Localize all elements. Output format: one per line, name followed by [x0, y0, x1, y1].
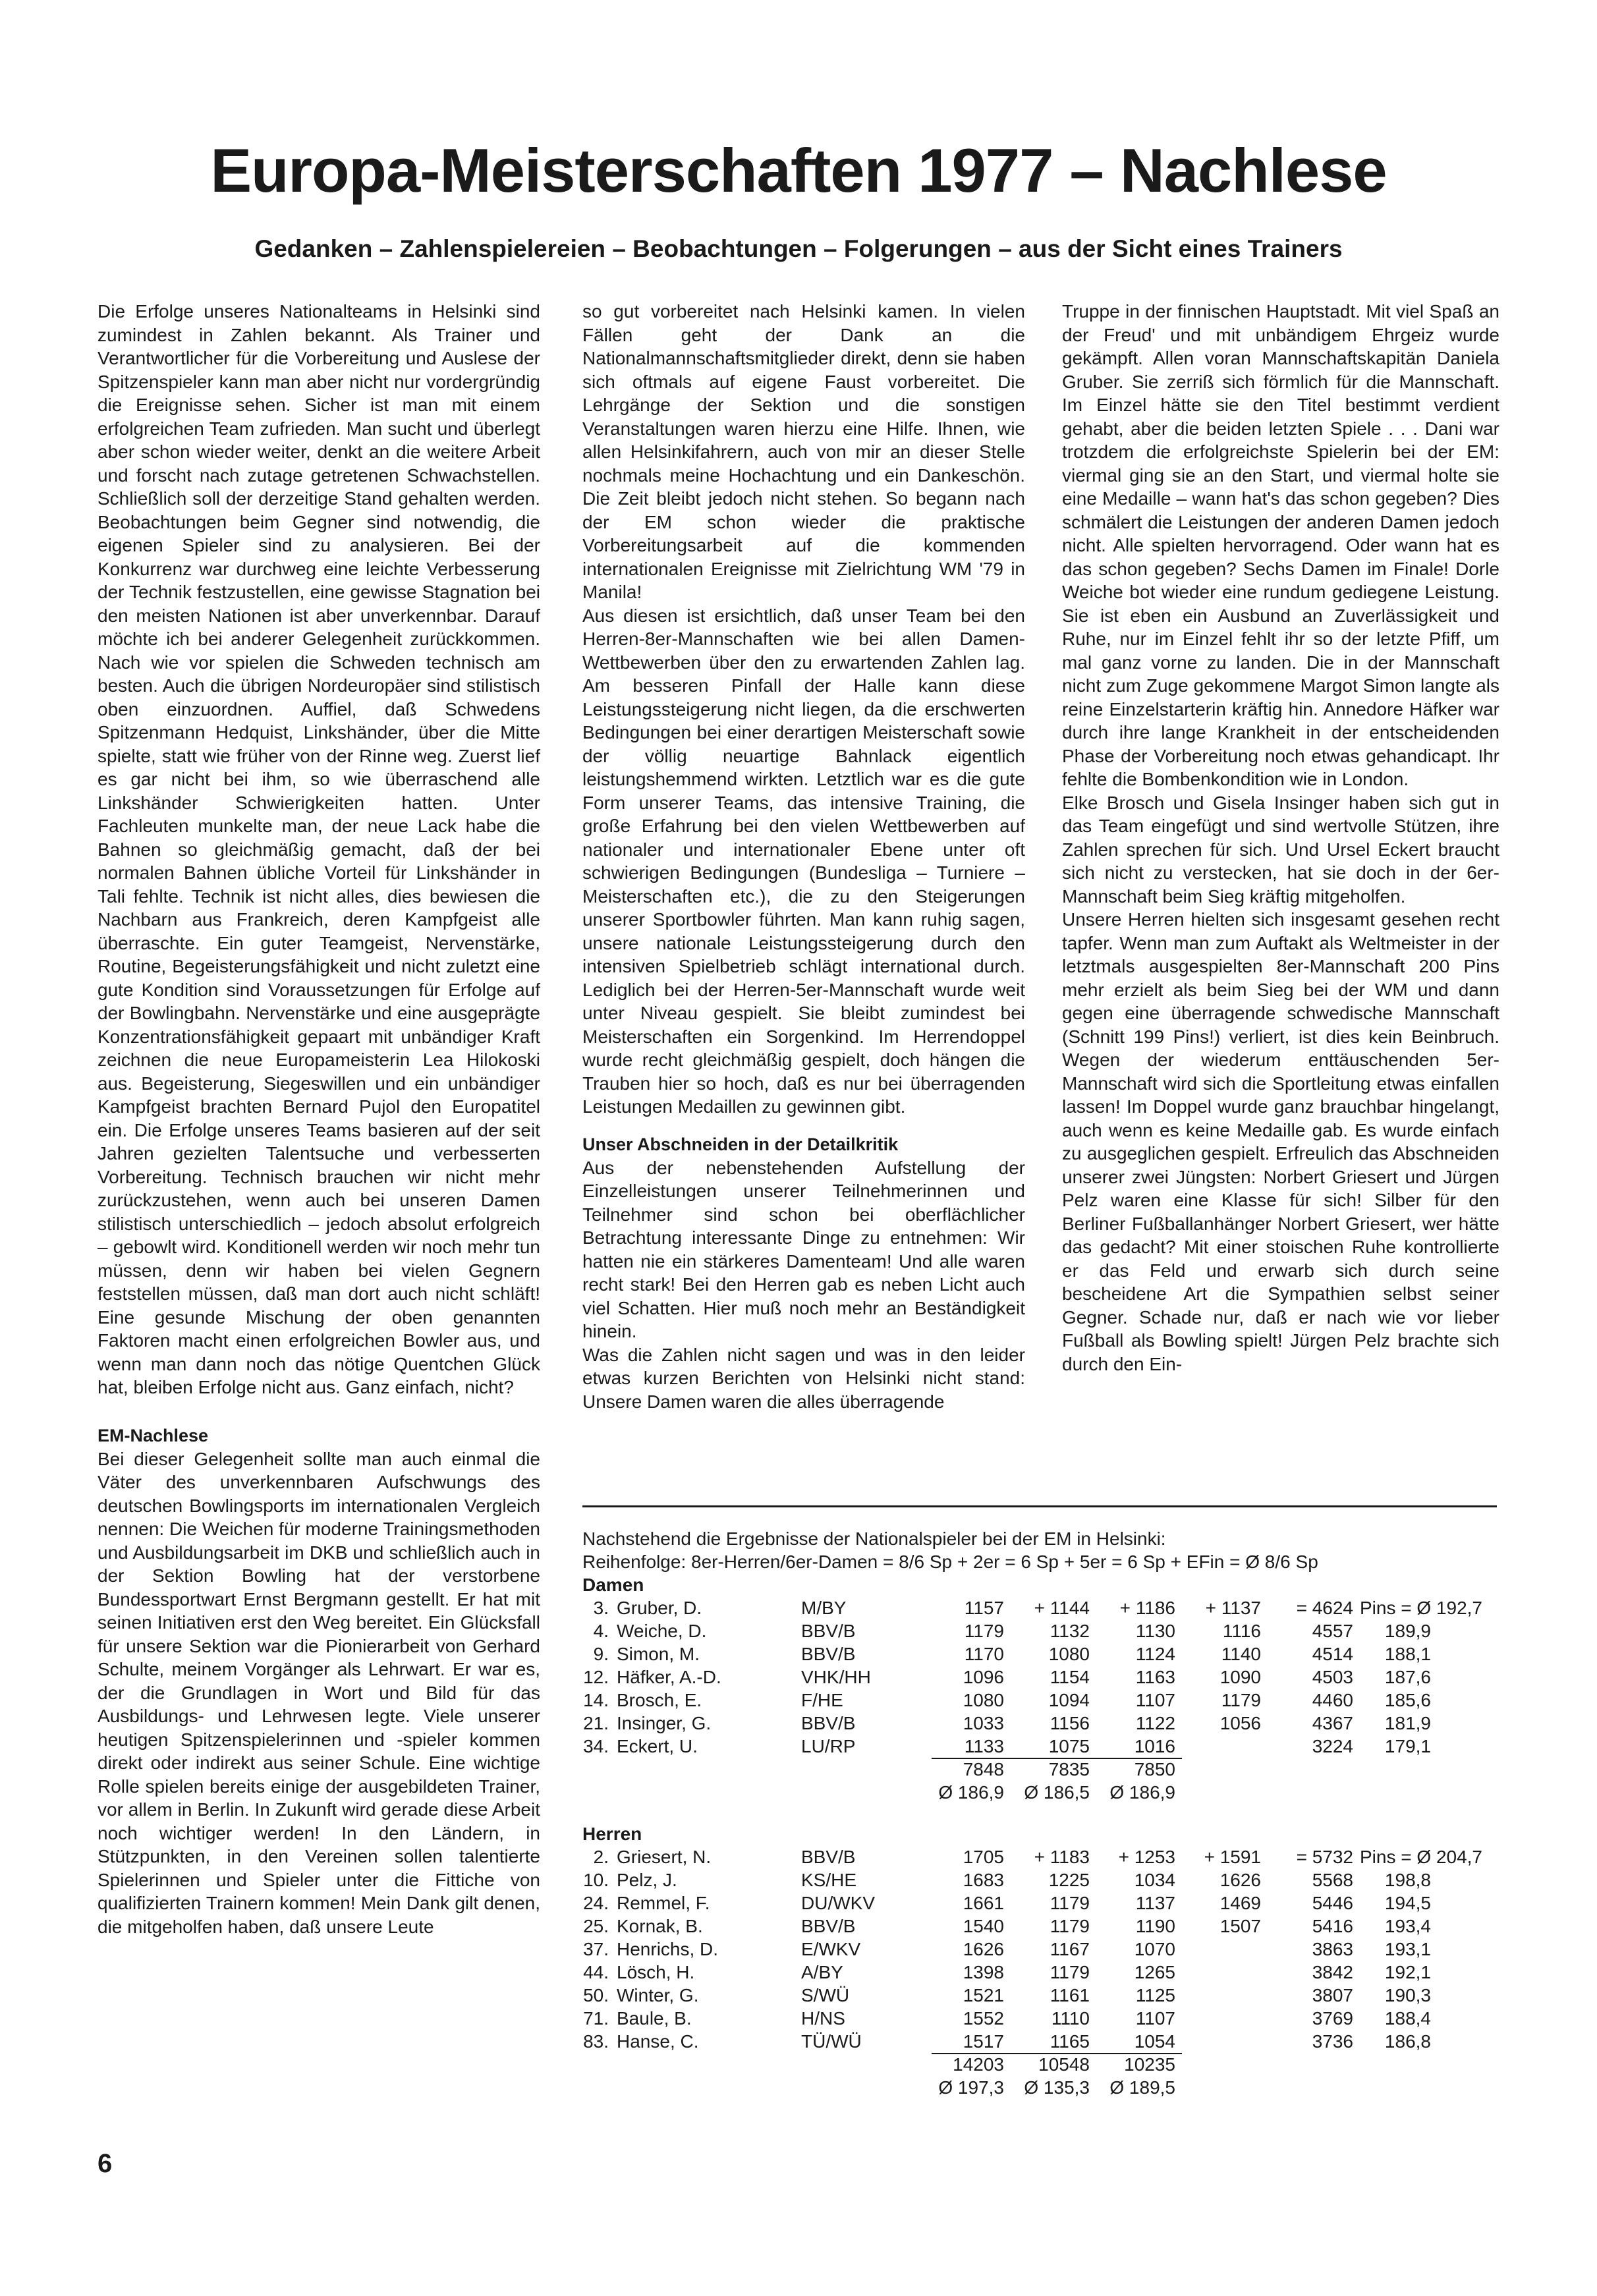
- cell-s2: 1080: [1048, 1644, 1090, 1664]
- cell-s1: 1096: [963, 1667, 1004, 1687]
- table-row: [582, 1984, 1505, 2007]
- cell-name: Winter, G.: [617, 1985, 699, 2005]
- cell-club: BBV/B: [801, 1713, 856, 1733]
- cell-rank: 83.: [583, 2031, 609, 2052]
- cell-total: 4460: [1312, 1690, 1353, 1710]
- cell-s1: 1521: [963, 1985, 1004, 2005]
- cell-s2: 1179: [1050, 1893, 1090, 1913]
- cell-total: 4514: [1312, 1644, 1353, 1664]
- paragraph: Elke Brosch und Gisela Insinger haben sich gut in das Team eingefügt und sind wertvolle Stützen, ihre Zahlen sprechen für sich. Und Ursel Eckert braucht sich nicht zu verstecken, hat sie doch in der 6er-Mannschaft beim Sieg kräftig mitgeholfen.: [1062, 792, 1499, 907]
- cell-total: 4367: [1312, 1713, 1353, 1733]
- cell-s2: + 1183: [1034, 1847, 1090, 1867]
- cell-name: Hanse, C.: [617, 2031, 699, 2052]
- cell-avg: 187,6: [1384, 1667, 1431, 1687]
- cell-club: S/WÜ: [801, 1985, 850, 2005]
- avg-value: Ø 186,9: [1109, 1782, 1175, 1803]
- article-column-3: [1062, 300, 1499, 1376]
- article-subtitle: Gedanken – Zahlenspielereien – Beobachtungen – Folgerungen – aus der Sicht eines Trainers: [254, 235, 1343, 262]
- cell-rank: 3.: [593, 1598, 609, 1618]
- damen-sum-row: [582, 1758, 1505, 1781]
- cell-s3: 1122: [1135, 1713, 1175, 1733]
- herren-avg-row: [582, 2076, 1505, 2099]
- sum-value: 7850: [1134, 1759, 1175, 1779]
- cell-total: 3863: [1312, 1939, 1353, 1959]
- cell-s2: 1161: [1050, 1985, 1090, 2005]
- cell-rank: 12.: [583, 1667, 609, 1687]
- cell-name: Gruber, D.: [617, 1598, 702, 1618]
- cell-name: Pelz, J.: [617, 1870, 677, 1890]
- cell-s3: 1070: [1134, 1939, 1175, 1959]
- cell-club: F/HE: [801, 1690, 843, 1710]
- cell-rank: 10.: [583, 1870, 609, 1890]
- damen-avg-row: [582, 1781, 1505, 1804]
- cell-s1: 1661: [963, 1893, 1004, 1913]
- paragraph: Was die Zahlen nicht sagen und was in den leider etwas kurzen Berichten von Helsinki nicht stand: Unsere Damen waren die alles überragende: [582, 1344, 1025, 1412]
- cell-s4: 1090: [1219, 1667, 1261, 1687]
- section-divider: [582, 1505, 1497, 1507]
- cell-rank: 25.: [583, 1916, 609, 1936]
- cell-total: 5446: [1312, 1893, 1353, 1913]
- cell-s2: 1165: [1050, 2031, 1090, 2052]
- paragraph: Bei dieser Gelegenheit sollte man auch einmal die Väter des unverkennbaren Aufschwungs des deutschen Bowlingsports im internationalen Vergleich nennen: Die Weichen für moderne Trainingsmethoden und Ausbildungsarbeit im DKB und schließlich auch in der Sektion Bowling hat der verstorbene Bundessportwart Ernst Bergmann gestellt. Er hat mit seinen Initiativen erst den Weg bereitet. Ein Glücksfall für unsere Sektion war die Pionierarbeit von Gerhard Schulte, meinem Vorgänger als Lehrwart. Er war es, der die Grundlagen in Wort und Bild für das Ausbildungs- und Lehrwesen legte. Viele unserer heutigen Spitzenspielerinnen und -spieler kommen direkt oder indirekt aus seiner Schule. Eine wichtige Rolle spielen bereits einige der ausgebildeten Trainer, vor allem in Berlin. In Zukunft wird gerade diese Arbeit noch wichtiger werden! In den Ländern, in Stützpunkten, in den Vereinen sollen talentierte Spielerinnen und Spieler unter die Fittiche von qualifizierten Trainern kommen! Mein Dank gilt denen, die mitgeholfen haben, daß unsere Leute: [98, 1448, 540, 1937]
- cell-avg: 193,1: [1384, 1939, 1431, 1959]
- cell-avg: 192,1: [1384, 1962, 1431, 1982]
- cell-s2: 1167: [1050, 1939, 1090, 1959]
- cell-s3: 1034: [1134, 1870, 1175, 1890]
- cell-s2: 1132: [1050, 1621, 1090, 1641]
- sum-value: 10235: [1124, 2054, 1175, 2075]
- cell-s1: 1517: [963, 2031, 1004, 2052]
- table-row: [582, 2007, 1505, 2030]
- results-intro: Nachstehend die Ergebnisse der Nationalspieler bei der EM in Helsinki:: [582, 1528, 1166, 1549]
- avg-value: Ø 189,5: [1109, 2077, 1175, 2098]
- cell-s3: + 1186: [1119, 1598, 1175, 1618]
- cell-total: 3224: [1312, 1736, 1353, 1756]
- herren-heading: Herren: [582, 1824, 642, 1844]
- cell-s2: 1179: [1050, 1962, 1090, 1982]
- cell-s4: 1626: [1219, 1870, 1261, 1890]
- cell-avg: 189,9: [1384, 1621, 1431, 1641]
- damen-heading: Damen: [582, 1575, 644, 1595]
- cell-avg: 194,5: [1384, 1893, 1431, 1913]
- cell-total: 4557: [1312, 1621, 1353, 1641]
- cell-total: = 5732: [1296, 1847, 1353, 1867]
- cell-avg: Pins = Ø 204,7: [1360, 1847, 1483, 1867]
- paragraph: Die Erfolge unseres Nationalteams in Helsinki sind zumindest in Zahlen bekannt. Als Trainer und Verantwortlicher für die Vorbereitung und Auslese der Spitzenspieler kann man aber nicht nur vordergründig die Ereignisse sehen. Sicher ist man mit einem erfolgreichen Team zufrieden. Man sucht und überlegt aber schon wieder weiter, denkt an die weitere Arbeit und forscht nach zutage getretenen Schwachstellen. Schließlich soll der derzeitige Stand gehalten werden. Beobachtungen beim Gegner sind notwendig, die eigenen Spieler sind zu analysieren. Bei der Konkurrenz war durchweg eine leichte Verbesserung der Technik festzustellen, eine gewisse Stagnation bei den meisten Nationen ist aber unverkennbar. Darauf möchte ich bei anderer Gelegenheit zurückkommen. Nach wie vor spielen die Schweden technisch am besten. Auch die übrigen Nordeuropäer sind stilistisch oben einzuordnen. Auffiel, daß Schwedens Spitzenmann Hedquist, Linkshänder, über die Mitte spielte, statt wie früher von der Rinne weg. Zuerst lief es gar nicht bei ihm, so wie überraschend alle Linkshänder Schwierigkeiten hatten. Unter Fachleuten munkelte man, der neue Lack habe die Bahnen so gleichmäßig gemacht, daß der bei normalen Bahnen übliche Vorteil für Linkshänder in Tali fehlte. Technik ist nicht alles, dies bewiesen die Nachbarn aus Frankreich, deren Kampfgeist alle überraschte. Ein guter Teamgeist, Nervenstärke, Routine, Begeisterungsfähigkeit und nicht zuletzt eine gute Kondition sind Voraussetzungen für Erfolge auf der Bowlingbahn. Nervenstärke und eine ausgeprägte Konzentrationsfähigkeit gepaart mit unbändiger Kraft zeichnen die neue Europameisterin Lea Hilokoski aus. Begeisterung, Siegeswillen und ein unbändiger Kampfgeist brachten Bernard Pujol den Europatitel ein. Die Erfolge unseres Teams basieren auf der seit Jahren gezielten Talentsuche und verbesserten Vorbereitung. Technisch brauchen wir nicht mehr zurückzustehen, wenn auch bei unseren Damen stilistisch unterschiedlich – jedoch absolut erfolgreich – gebowlt wird. Konditionell werden wir noch mehr tun müssen, denn wir haben bei vielen Gegnern feststellen müssen, daß man dort auch nicht schläft! Eine gesunde Mischung der oben genannten Faktoren macht einen erfolgreichen Bowler aus, und wenn man dann noch das nötige Quentchen Glück hat, bleiben Erfolge nicht aus. Ganz einfach, nicht?: [98, 301, 540, 1397]
- cell-name: Baule, B.: [617, 2008, 692, 2029]
- cell-rank: 24.: [583, 1893, 609, 1913]
- cell-club: VHK/HH: [801, 1667, 871, 1687]
- cell-avg: 198,8: [1384, 1870, 1431, 1890]
- cell-s4: + 1137: [1205, 1598, 1261, 1618]
- cell-s3: 1124: [1135, 1644, 1175, 1664]
- herren-sum-row: [582, 2053, 1505, 2076]
- cell-club: DU/WKV: [801, 1893, 875, 1913]
- cell-s2: 1110: [1051, 2008, 1090, 2029]
- cell-club: E/WKV: [801, 1939, 861, 1959]
- cell-total: 3842: [1312, 1962, 1353, 1982]
- cell-avg: 181,9: [1384, 1713, 1431, 1733]
- cell-club: BBV/B: [801, 1847, 856, 1867]
- cell-avg: 185,6: [1384, 1690, 1431, 1710]
- table-row: [582, 1596, 1505, 1619]
- cell-s3: 1016: [1134, 1736, 1175, 1756]
- cell-s1: 1552: [963, 2008, 1004, 2029]
- cell-s2: 1156: [1050, 1713, 1090, 1733]
- cell-name: Insinger, G.: [617, 1713, 712, 1733]
- cell-rank: 21.: [583, 1713, 609, 1733]
- table-row: [582, 1735, 1505, 1758]
- cell-s1: 1080: [963, 1690, 1004, 1710]
- table-row: [582, 1938, 1505, 1961]
- cell-name: Lösch, H.: [617, 1962, 695, 1982]
- cell-name: Kornak, B.: [617, 1916, 703, 1936]
- cell-s1: 1705: [963, 1847, 1004, 1867]
- article-title: Europa-Meisterschaften 1977 – Nachlese: [210, 136, 1387, 205]
- cell-s3: 1054: [1134, 2031, 1175, 2052]
- cell-total: 4503: [1312, 1667, 1353, 1687]
- cell-s4: 1116: [1222, 1621, 1261, 1641]
- article-column-2: [582, 300, 1025, 1413]
- cell-s3: 1137: [1135, 1893, 1175, 1913]
- cell-s1: 1170: [964, 1644, 1004, 1664]
- cell-name: Remmel, F.: [617, 1893, 710, 1913]
- cell-name: Simon, M.: [617, 1644, 700, 1664]
- cell-s1: 1033: [963, 1713, 1004, 1733]
- cell-club: LU/RP: [801, 1736, 856, 1756]
- table-row: [582, 1868, 1505, 1891]
- herren-rows: [582, 1845, 1505, 2053]
- sum-value: 10548: [1038, 2054, 1090, 2075]
- cell-total: 3807: [1312, 1985, 1353, 2005]
- cell-name: Weiche, D.: [617, 1621, 707, 1641]
- cell-s4: 1507: [1219, 1916, 1261, 1936]
- cell-total: 3736: [1312, 2031, 1353, 2052]
- cell-s4: 1179: [1221, 1690, 1261, 1710]
- table-row: [582, 1915, 1505, 1938]
- paragraph: Aus der nebenstehenden Aufstellung der Einzelleistungen unserer Teilnehmerinnen und Teilnehmer sind schon bei oberflächlicher Betrachtung interessante Dinge zu entnehmen: Wir hatten nie ein stärkeres Damenteam! Und alle waren recht stark! Bei den Herren gab es neben Licht auch viel Schatten. Hier muß noch mehr an Beständigkeit hinein.: [582, 1157, 1025, 1341]
- cell-avg: 190,3: [1384, 1985, 1431, 2005]
- cell-rank: 44.: [583, 1962, 609, 1982]
- cell-total: 3769: [1312, 2008, 1353, 2029]
- cell-s3: 1107: [1135, 2008, 1175, 2029]
- cell-s3: 1190: [1135, 1916, 1175, 1936]
- cell-name: Häfker, A.-D.: [617, 1667, 721, 1687]
- results-order: Reihenfolge: 8er-Herren/6er-Damen = 8/6 Sp + 2er = 6 Sp + 5er = 6 Sp + EFin = Ø 8/6 Sp: [582, 1552, 1318, 1572]
- results-table: [582, 1527, 1505, 2099]
- cell-rank: 71.: [583, 2008, 609, 2029]
- table-row: [582, 2030, 1505, 2053]
- cell-s3: + 1253: [1118, 1847, 1175, 1867]
- cell-s4: + 1591: [1204, 1847, 1261, 1867]
- cell-name: Brosch, E.: [617, 1690, 702, 1710]
- paragraph: Unsere Herren hielten sich insgesamt gesehen recht tapfer. Wenn man zum Auftakt als Weltmeister in der letztmals ausgespielten 8er-Mannschaft 200 Pins mehr erzielt als beim Sieg bei der WM und dann gegen eine überragende schwedische Mannschaft (Schnitt 199 Pins!) verliert, ist dies kein Beinbruch. Wegen der wiederum enttäuschenden 5er-Mannschaft wird sich die Sportleitung etwas einfallen lassen! Im Doppel wurde ganz brauchbar hingelangt, auch wenn es keine Medaille gab. Es wurde einfach zu ausgeglichen gespielt. Erfreulich das Abschneiden unserer zwei Jüngsten: Norbert Griesert und Jürgen Pelz waren eine Klasse für sich! Silber für den Berliner Fußballanhänger Norbert Griesert, wer hätte das gedacht? Mit einer stoischen Ruhe kontrollierte er das Feld und erwarb sich durch seine bescheidene Art die Sympathien selbst seiner Gegner. Schade nur, daß er nach wie vor lieber Fußball als Bowling spielt! Jürgen Pelz brachte sich durch den Ein-: [1062, 909, 1499, 1374]
- table-row: [582, 1891, 1505, 1915]
- sum-value: 7835: [1048, 1759, 1090, 1779]
- avg-value: Ø 197,3: [938, 2077, 1004, 2098]
- cell-s1: 1398: [963, 1962, 1004, 1982]
- cell-s1: 1157: [964, 1598, 1004, 1618]
- cell-total: 5568: [1312, 1870, 1353, 1890]
- cell-s1: 1540: [963, 1916, 1004, 1936]
- cell-avg: Pins = Ø 192,7: [1360, 1598, 1483, 1618]
- section-heading: Unser Abschneiden in der Detailkritik: [582, 1134, 899, 1154]
- cell-total: = 4624: [1296, 1598, 1353, 1618]
- article-column-1: [98, 300, 540, 1938]
- paragraph: so gut vorbereitet nach Helsinki kamen. In vielen Fällen geht der Dank an die Nationalmannschaftsmitglieder direkt, denn sie haben sich oftmals auf eigene Faust vorbereitet. Die Lehrgänge der Sektion und die sonstigen Veranstaltungen waren hierzu eine Hilfe. Ihnen, wie allen Helsinkifahrern, auch von mir an dieser Stelle nochmals meine Hochachtung und ein Dankeschön. Die Zeit bleibt jedoch nicht stehen. So begann nach der EM schon wieder die praktische Vorbereitungsarbeit auf die kommenden internationalen Ereignisse mit Zielrichtung WM '79 in Manila!: [582, 301, 1025, 602]
- avg-value: Ø 186,9: [938, 1782, 1004, 1803]
- cell-club: H/NS: [801, 2008, 845, 2029]
- sum-value: 7848: [963, 1759, 1004, 1779]
- cell-rank: 14.: [583, 1690, 609, 1710]
- cell-s1: 1683: [963, 1870, 1004, 1890]
- cell-s2: 1094: [1048, 1690, 1090, 1710]
- cell-s1: 1179: [964, 1621, 1004, 1641]
- cell-s2: 1075: [1048, 1736, 1090, 1756]
- cell-club: TÜ/WÜ: [801, 2031, 862, 2052]
- cell-club: KS/HE: [801, 1870, 857, 1890]
- cell-avg: 186,8: [1384, 2031, 1431, 2052]
- cell-rank: 9.: [593, 1644, 609, 1664]
- table-row: [582, 1961, 1505, 1984]
- sum-value: 14203: [953, 2054, 1004, 2075]
- cell-rank: 4.: [593, 1621, 609, 1641]
- cell-name: Eckert, U.: [617, 1736, 698, 1756]
- cell-avg: 179,1: [1384, 1736, 1431, 1756]
- paragraph: Truppe in der finnischen Hauptstadt. Mit viel Spaß an der Freud' und mit unbändigem Ehrgeiz wurde gekämpft. Allen voran Mannschaftskapitän Daniela Gruber. Sie zerriß sich förmlich für die Mannschaft. Im Einzel hätte sie den Titel bestimmt verdient gehabt, aber die beiden letzten Spiele . . . Dani war trotzdem die erfolgreichste Spielerin bei der EM: viermal ging sie an den Start, und viermal holte sie eine Medaille – wann hat's das schon gegeben? Dies schmälert die Leistungen der anderen Damen jedoch nicht. Alle spielten hervorragend. Oder wann hat es das schon gegeben? Sechs Damen im Finale! Dorle Weiche bot wieder eine rundum gediegene Leistung. Sie ist eben ein Ausbund an Zuverlässigkeit und Ruhe, nur im Einzel fehlt ihr so der letzte Pfiff, um mal ganz vorne zu landen. Die in der Mannschaft nicht zum Zuge gekommene Margot Simon langte als reine Einzelstarterin kräftig hin. Annedore Häfker war durch ihre lange Krankheit in der entscheidenden Phase der Vorbereitung noch etwas gehandicapt. Ihr fehlte die Bombenkondition wie in London.: [1062, 301, 1499, 789]
- cell-s2: + 1144: [1034, 1598, 1090, 1618]
- table-row: [582, 1712, 1505, 1735]
- cell-s4: 1056: [1219, 1713, 1261, 1733]
- table-row: [582, 1845, 1505, 1868]
- cell-club: A/BY: [801, 1962, 843, 1982]
- cell-rank: 37.: [583, 1939, 609, 1959]
- cell-rank: 34.: [583, 1736, 609, 1756]
- cell-s1: 1133: [964, 1736, 1004, 1756]
- page-number: 6: [98, 2149, 113, 2178]
- cell-avg: 193,4: [1384, 1916, 1431, 1936]
- cell-s3: 1163: [1135, 1667, 1175, 1687]
- cell-s4: 1140: [1221, 1644, 1261, 1664]
- cell-name: Griesert, N.: [617, 1847, 712, 1867]
- avg-value: Ø 186,5: [1024, 1782, 1090, 1803]
- cell-rank: 2.: [593, 1847, 609, 1867]
- paragraph: Aus diesen ist ersichtlich, daß unser Team bei den Herren-8er-Mannschaften wie bei allen Damen-Wettbewerben über den zu erwartenden Zahlen lag. Am besseren Pinfall der Halle kann diese Leistungssteigerung nicht liegen, da die erschwerten Bedingungen bei einer derartigen Meisterschaft sowie der völlig neuartige Bahnlack eigentlich leistungshemmend wirkten. Letztlich war es die gute Form unserer Teams, das intensive Training, die große Erfahrung bei den vielen Wettbewerben auf nationaler und internationaler Ebene unter oft schwierigen Bedingungen (Bundesliga – Turniere – Meisterschaften etc.), die zu den Steigerungen unserer Sportbowler führten. Man kann ruhig sagen, unsere nationale Leistungssteigerung durch den intensiven Spielbetrieb schlägt international durch. Lediglich bei der Herren-5er-Mannschaft wurde weit unter Niveau gespielt. Sie bleibt zumindest bei Meisterschaften ein Sorgenkind. Im Herrendoppel wurde recht gleichmäßig gespielt, doch hängen die Trauben hier so hoch, daß es nur bei überragenden Leistungen Medaillen zu gewinnen gibt.: [582, 605, 1025, 1117]
- cell-name: Henrichs, D.: [617, 1939, 719, 1959]
- cell-s2: 1154: [1050, 1667, 1090, 1687]
- cell-club: BBV/B: [801, 1621, 856, 1641]
- cell-s3: 1125: [1135, 1985, 1175, 2005]
- avg-value: Ø 135,3: [1024, 2077, 1090, 2098]
- cell-avg: 188,4: [1384, 2008, 1431, 2029]
- cell-club: M/BY: [801, 1598, 847, 1618]
- cell-avg: 188,1: [1384, 1644, 1431, 1664]
- table-row: [582, 1666, 1505, 1689]
- cell-s1: 1626: [963, 1939, 1004, 1959]
- damen-rows: [582, 1596, 1505, 1758]
- cell-club: BBV/B: [801, 1644, 856, 1664]
- cell-rank: 50.: [583, 1985, 609, 2005]
- cell-total: 5416: [1312, 1916, 1353, 1936]
- cell-s2: 1225: [1048, 1870, 1090, 1890]
- cell-club: BBV/B: [801, 1916, 856, 1936]
- table-row: [582, 1689, 1505, 1712]
- table-row: [582, 1619, 1505, 1642]
- section-heading: EM-Nachlese: [98, 1425, 209, 1445]
- table-row: [582, 1642, 1505, 1666]
- cell-s2: 1179: [1050, 1916, 1090, 1936]
- cell-s3: 1130: [1135, 1621, 1175, 1641]
- cell-s4: 1469: [1219, 1893, 1261, 1913]
- cell-s3: 1107: [1135, 1690, 1175, 1710]
- cell-s3: 1265: [1134, 1962, 1175, 1982]
